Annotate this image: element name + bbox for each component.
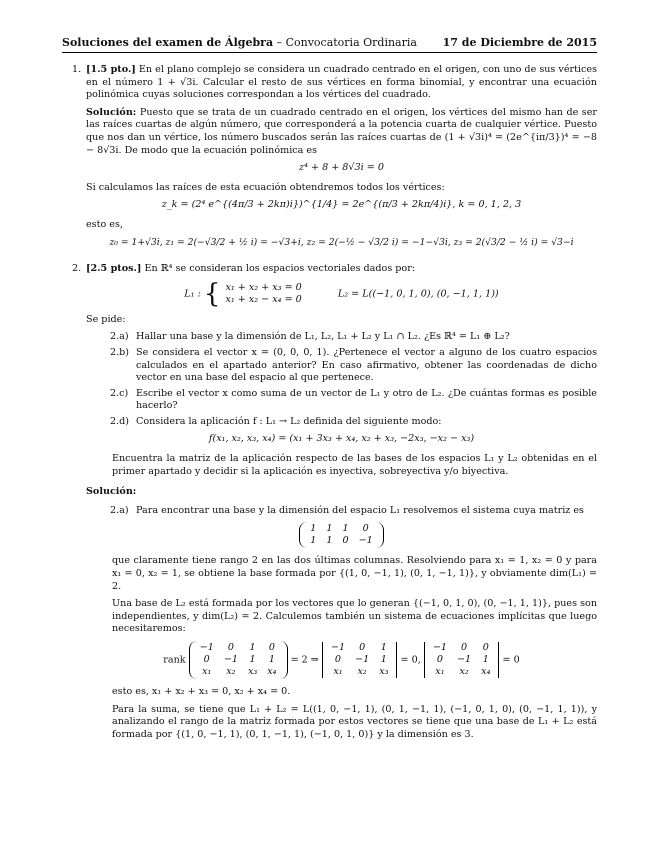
det1-eq: = 0, [400,654,421,666]
matrix-cell: 1 [380,654,387,665]
question-2-part [86,347,597,385]
L1-eq1: x₁ + x₂ + x₃ = 0 [225,281,302,293]
question-1-text: En el plano complejo se considera un cuadrado centrado en el origen, con uno de sus vértices en el número 1 + √3i. Calcular el resto de sus vértices en forma binomial, y encontrar una ecuación polinómica cuyas soluciones correspondan a los vértices del cuadrado. [86,64,597,101]
matrix-cell: 1 [310,535,317,547]
determinant-2 [424,642,500,678]
equation-roots: z_k = (2⁴ e^{(4π/3 + 2kπ)i})^{1/4} = 2e^{(π/3 + 2kπ/4)i}, k = 0, 1, 2, 3 [161,199,522,211]
matrix-cell: −1 [358,535,373,547]
se-pide: Se pide: [86,313,126,325]
header-title [62,36,417,49]
solution-2a-text5: Para la suma, se tiene que L₁ + L₂ = L((1, 0, −1, 1), (0, 1, −1, 1), (−1, 0, 1, 0), (0, −1, 1, 1)), y analizando el rango de la matriz formada por estos vectores se tiene que una base de L₁ + L₂ está formada por {(1, 0, −1, 1), (0, 1, −1, 1), (−1, 0, 1, 0)} y la dimensión es 3. [112,703,597,740]
matrix-cell: 0 [482,642,489,653]
question-2-part-text: Hallar una base y la dimensión de L₁, L₂, L₁ + L₂ y L₁ ∩ L₂. ¿Es ℝ⁴ = L₁ ⊕ L₂? [136,331,510,343]
question-2-statement [86,263,597,276]
matrix-cell: 1 [380,642,387,653]
header-title-rest: – Convocatoria Ordinaria [273,36,417,49]
header-title-bold: Soluciones del examen de Álgebra [62,36,274,49]
matrix-cell: 0 [436,654,443,665]
rank-matrix [189,641,288,679]
matrix-cell: 0 [461,642,468,653]
matrix-cell: −1 [223,654,238,665]
question-2-part-label: 2.d) [110,415,130,427]
page-header [62,36,597,53]
question-2-part [86,388,597,413]
matrix-cell: −1 [457,654,472,665]
L2-definition: L₂ = L((−1, 0, 1, 0), (0, −1, 1, 1)) [337,288,499,300]
matrix-cell: 1 [268,654,275,665]
matrix-cell: 0 [342,535,349,547]
matrix-cell: 0 [227,642,234,653]
part-d-text: Encuentra la matriz de la aplicación respecto de las bases de los espacios L₁ y L₂ obtenidas en el primer apartado y decidir si la aplicación es inyectiva, sobreyectiva y/o biyectiva. [112,453,597,477]
question-1-text2: Si calculamos las raíces de esta ecuación obtendremos todos los vértices: [86,181,445,193]
matrix-cell: x₂ [226,666,236,677]
equation-vertices: z₀ = 1+√3i, z₁ = 2(−√3/2 + ½ i) = −√3+i, z₂ = 2(−½ − √3/2 i) = −1−√3i, z₃ = 2(√3/2 − ½ i) = √3−i [109,236,574,248]
question-2-text: En ℝ⁴ se consideran los espacios vectoriales dados por: [144,263,416,275]
question-2-part-text: Escribe el vector x como suma de un vector de L₁ y otro de L₂. ¿De cuántas formas es posible hacerlo? [136,387,597,412]
question-2-number: 2. [72,263,82,275]
f-definition: f(x₁, x₂, x₃, x₄) = (x₁ + 3x₃ + x₄, x₂ + x₃, −2x₃, −x₂ − x₃) [208,433,475,445]
matrix-cell: −1 [199,642,214,653]
determinant-1 [322,642,398,678]
matrix-L1 [86,522,597,548]
question-1-text3: esto es, [86,218,123,230]
matrix-cell: 0 [334,654,342,665]
matrix-L1-box [299,522,383,548]
question-2-part-label: 2.a) [110,331,129,343]
question-2 [62,263,597,741]
solution-2a-text: Para encontrar una base y la dimensión del espacio L₁ resolvemos el sistema cuya matriz es [136,504,584,516]
matrix-cell: 1 [310,523,317,535]
question-2-part-text: Se considera el vector x = (0, 0, 0, 1). ¿Pertenece el vector a alguno de los cuatro espacios calculados en el apartado anterior? En caso afirmativo, obtener las coordenadas de dicho vector en una base del espacio al que pertenece. [136,346,597,384]
L1-label: L₁ : [184,288,201,300]
matrix-cell: x₄ [481,666,491,677]
rank-label: rank [163,654,186,666]
question-1-solution [86,107,597,157]
matrix-cell: x₁ [333,666,343,677]
header-date: 17 de Diciembre de 2015 [442,36,597,49]
rank-eq: = 2 ⇒ [290,654,319,666]
solution-2a-text3: Una base de L₂ está formada por los vectores que lo generan {(−1, 0, 1, 0), (0, −1, 1, 1)}, pues son independientes, y dim(L₂) = 2. Calculemos también un sistema de ecuaciones implícitas que luego necesitaremos: [112,598,597,635]
matrix-cell: x₁ [435,666,445,677]
brace-icon: { [203,278,221,309]
equation-polynomial: z⁴ + 8 + 8√3i = 0 [299,162,384,174]
matrix-cell: 1 [326,523,333,535]
question-1-number: 1. [72,64,82,75]
matrix-cell: −1 [330,642,346,653]
question-2-points: [2.5 ptos.] [86,263,142,275]
solution-2a-text4: esto es, x₁ + x₂ + x₃ = 0, x₂ + x₄ = 0. [112,686,291,697]
matrix-cell: 1 [482,654,489,665]
question-2-part [86,416,597,429]
question-1-solution-text: Puesto que se trata de un cuadrado centrado en el origen, los vértices del mismo han de ser las raíces cuartas de algún número, que corresponderá a la potencia cuarta de cualquier vértice. Puesto que nos dan un vértice, los número buscados serán las raíces cuartas de (1 + √3i)⁴ = (2e^{iπ/3})⁴ = −8 − 8√3i. De modo que la ecuación polinómica es [86,106,597,156]
matrix-cell: 1 [326,535,333,547]
matrix-cell: 0 [268,642,275,653]
rank-equation [86,641,597,679]
L1-eq2: x₁ + x₂ − x₄ = 0 [225,293,302,305]
question-2-part-label: 2.b) [110,346,130,358]
question-2-part-text: Considera la aplicación f : L₁ → L₂ definida del siguiente modo: [136,415,442,427]
matrix-cell: 1 [249,654,256,665]
solution-2a [86,505,597,518]
solution-2a-label: 2.a) [110,504,129,516]
question-2-part [86,331,597,344]
matrix-cell: x₂ [357,666,367,677]
matrix-cell: 0 [203,654,210,665]
question-1-solution-label: Solución: [86,106,137,118]
matrix-cell: x₂ [459,666,469,677]
question-1-points: [1.5 pto.] [86,64,136,75]
det2-eq: = 0 [502,654,520,666]
matrix-cell: x₁ [202,666,212,677]
matrix-cell: −1 [432,642,448,653]
question-1-statement [86,64,597,102]
subspace-definitions [86,278,597,309]
document-body [62,64,597,748]
matrix-cell: x₄ [267,666,277,677]
question-2-part-label: 2.c) [110,387,129,399]
matrix-cell: x₃ [247,666,258,677]
question-2-parts [86,331,597,428]
matrix-cell: 0 [362,523,369,535]
question-1 [62,64,597,249]
matrix-cell: −1 [355,654,370,665]
matrix-cell: 0 [359,642,366,653]
solution-2a-text2: que claramente tiene rango 2 en las dos últimas columnas. Resolviendo para x₁ = 1, x₂ = 0 y para x₁ = 0, x₂ = 1, se obtiene la base formada por {(1, 0, −1, 1), (0, 1, −1, 1)}, y obviamente dim(L₁) = 2. [112,555,597,592]
matrix-cell: 1 [249,642,256,653]
question-2-solution-label: Solución: [86,486,137,498]
L1-system [225,282,301,306]
matrix-cell: 1 [342,523,349,535]
matrix-cell: x₃ [379,666,389,677]
